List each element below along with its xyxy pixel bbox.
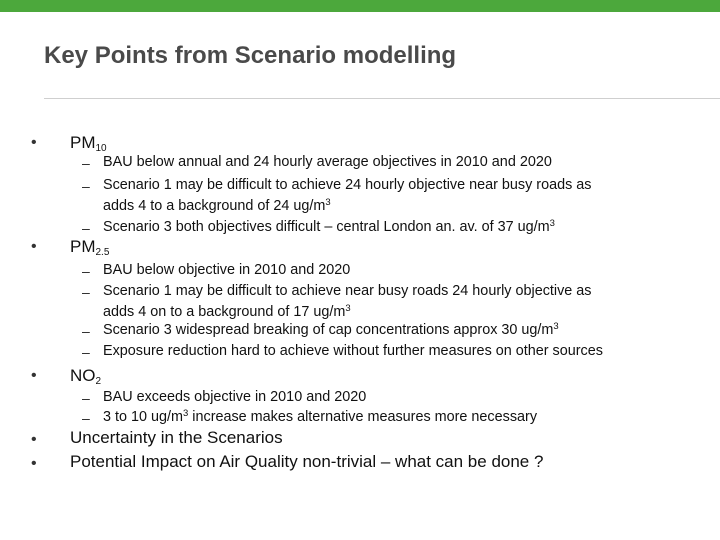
bullet-icon: •	[31, 455, 37, 472]
pm25-item-4-text: Exposure reduction hard to achieve without further measures on other sources	[103, 343, 603, 359]
dash-icon: –	[82, 263, 90, 279]
pm25-item-3-line	[103, 320, 673, 341]
bullet-icon: •	[31, 367, 37, 384]
pm25-item-2-line-2-text: adds 4 on to a background of 17 ug/m	[103, 303, 346, 320]
no2-item-2-text-end: increase makes alternative measures more necessary	[188, 409, 538, 425]
dash-icon: –	[82, 323, 90, 339]
dash-icon: –	[82, 220, 90, 236]
dash-icon: –	[82, 390, 90, 406]
pm10-item-2-line-2-text: adds 4 to a background of 24 ug/m	[103, 197, 326, 214]
heading-pm10-label: PM	[70, 133, 96, 152]
pm25-item-3-text: Scenario 3 widespread breaking of cap concentrations approx 30 ug/m	[103, 322, 554, 338]
pm25-item-2-line-1: Scenario 1 may be difficult to achieve near busy roads 24 hourly objective as	[103, 283, 592, 299]
heading-impact: Potential Impact on Air Quality non-trivial – what can be done ?	[70, 452, 544, 471]
no2-item-2-text-start: 3 to 10 ug/m	[103, 409, 183, 425]
dash-icon: –	[82, 410, 90, 426]
pm25-item-1	[103, 260, 673, 281]
pm25-item-3	[103, 320, 673, 341]
no2-item-2-line	[103, 407, 673, 428]
pm25-item-2	[103, 281, 673, 322]
bullet-icon: •	[31, 431, 37, 448]
pm10-item-3	[103, 217, 673, 238]
pm10-item-2-line-1: Scenario 1 may be difficult to achieve 24 hourly objective near busy roads as	[103, 177, 592, 193]
heading-no2-sub: 2	[95, 376, 102, 387]
heading-no2-label: NO	[70, 366, 96, 385]
dash-icon: –	[82, 344, 90, 360]
superscript: 3	[345, 302, 351, 314]
heading-pm10	[70, 133, 107, 153]
pm25-item-2-line-2	[103, 302, 673, 323]
pm10-item-1-text: BAU below annual and 24 hourly average objectives in 2010 and 2020	[103, 154, 552, 170]
slide-title: Key Points from Scenario modelling	[44, 42, 457, 69]
superscript: 3	[553, 321, 559, 332]
pm10-item-3-line	[103, 217, 673, 238]
heading-pm25-sub: 2.5	[95, 247, 110, 258]
no2-item-2	[103, 407, 673, 428]
dash-icon: –	[82, 284, 90, 300]
bullet-icon: •	[31, 238, 37, 255]
superscript: 3	[549, 218, 555, 229]
pm10-item-2	[103, 175, 673, 216]
pm25-item-1-text: BAU below objective in 2010 and 2020	[103, 262, 351, 278]
heading-no2	[70, 366, 101, 386]
heading-pm25	[70, 237, 109, 257]
heading-uncertainty: Uncertainty in the Scenarios	[70, 428, 283, 447]
superscript: 3	[183, 408, 189, 419]
superscript: 3	[325, 196, 331, 208]
pm10-item-1	[103, 152, 673, 173]
heading-pm25-label: PM	[70, 237, 96, 256]
pm25-item-4	[103, 341, 673, 362]
dash-icon: –	[82, 178, 90, 194]
no2-item-1	[103, 387, 673, 408]
bullet-icon: •	[31, 134, 37, 151]
dash-icon: –	[82, 155, 90, 171]
pm10-item-2-line-2	[103, 196, 673, 217]
heading-pm10-sub: 10	[95, 143, 107, 154]
no2-item-1-text: BAU exceeds objective in 2010 and 2020	[103, 389, 367, 405]
pm10-item-3-text: Scenario 3 both objectives difficult – central London an. av. of 37 ug/m	[103, 219, 550, 235]
